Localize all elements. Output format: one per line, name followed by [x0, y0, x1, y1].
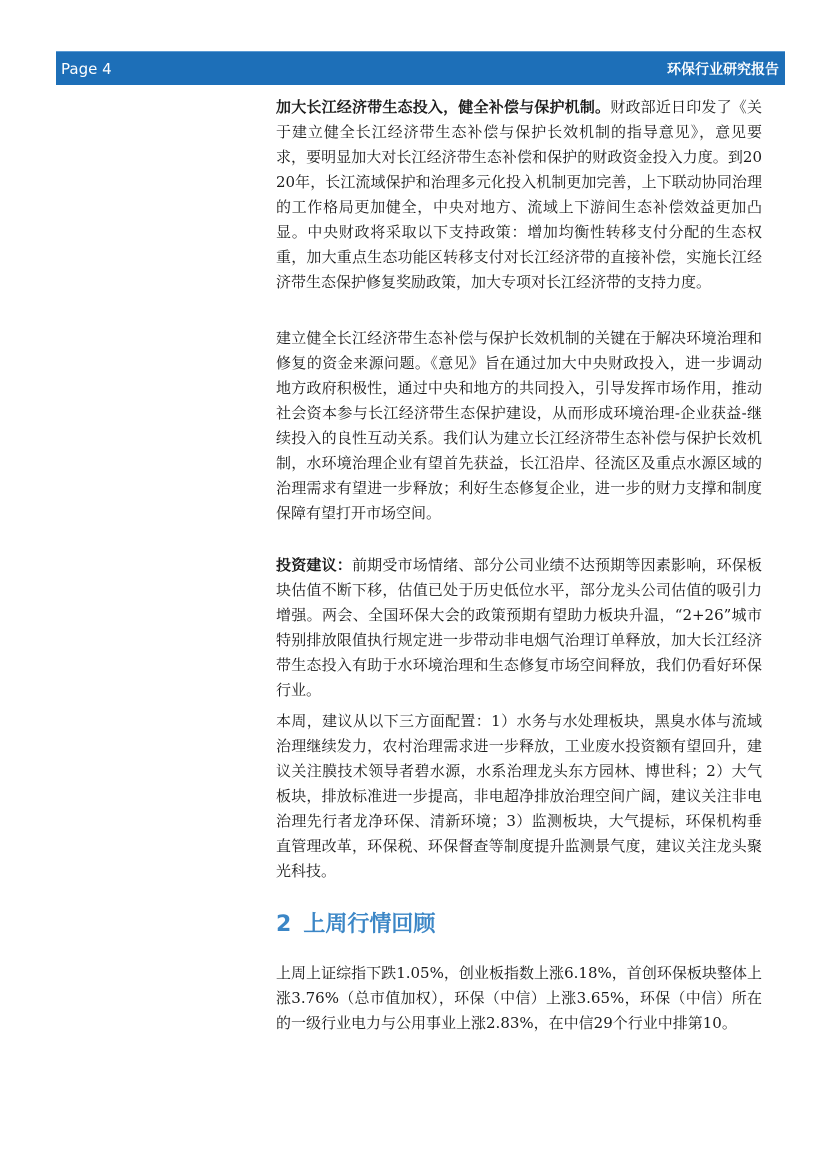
- paragraph-text: 前期受市场情绪、部分公司业绩不达预期等因素影响，环保板块估值不断下移，估值已处于历史低位水平，部分龙头公司估值的吸引力增强。两会、全国环保大会的政策预期有望助力板块升温，“2+26”城市特别排放限值执行规定进一步带动非电烟气治理订单释放，加大长江经济带生态投入有助于水环境治理和生态修复市场空间释放，我们仍看好环保行业。: [276, 556, 762, 699]
- paragraph-lead-bold: 加大长江经济带生态投入，健全补偿与保护机制。: [276, 98, 611, 116]
- paragraph-yangtze-investment: [276, 95, 762, 295]
- paragraph-weekly-allocation: 本周，建议从以下三方面配置：1）水务与水处理板块，黑臭水体与流域治理继续发力，农村治理需求进一步释放，工业废水投资额有望回升，建议关注膜技术领导者碧水源，水系治理龙头东方园林、博世科；2）大气板块，排放标准进一步提高，非电超净排放治理空间广阔，建议关注非电治理先行者龙净环保、清新环境；3）监测板块，大气提标，环保机构垂直管理改革，环保税、环保督查等制度提升监测景气度，建议关注龙头聚光科技。: [276, 712, 762, 880]
- report-title: 环保行业研究报告: [667, 62, 779, 78]
- section-heading: [276, 907, 435, 938]
- paragraph-compensation-mechanism: 建立健全长江经济带生态补偿与保护长效机制的关键在于解决环境治理和修复的资金来源问题。《意见》旨在通过加大中央财政投入，进一步调动地方政府积极性，通过中央和地方的共同投入，引导发挥市场作用，推动社会资本参与长江经济带生态保护建设，从而形成环境治理-企业获益-继续投入的良性互动关系。我们认为建立长江经济带生态补偿与保护长效机制，水环境治理企业有望首先获益，长江沿岸、径流区及重点水源区域的治理需求有望进一步释放；利好生态修复企业，进一步的财力支撑和制度保障有望打开市场空间。: [276, 329, 762, 522]
- page-header-bar: [56, 51, 785, 85]
- page-number-label: Page 4: [61, 60, 112, 78]
- section-number: 2: [276, 912, 292, 937]
- paragraph-text: 财政部近日印发了《关于建立健全长江经济带生态补偿与保护长效机制的指导意见》，意见要求，要明显加大对长江经济带生态补偿和保护的财政资金投入力度。到2020年，长江流域保护和治理多元化投入机制更加完善，上下联动协同治理的工作格局更加健全，中央对地方、流域上下游间生态补偿效益更加凸显。中央财政将采取以下支持政策：增加均衡性转移支付分配的生态权重，加大重点生态功能区转移支付对长江经济带的直接补偿，实施长江经济带生态保护修复奖励政策，加大专项对长江经济带的支持力度。: [276, 98, 762, 291]
- paragraph-lead-bold: 投资建议：: [276, 556, 352, 574]
- section-title: 上周行情回顾: [303, 912, 436, 937]
- paragraph-market-review: 上周上证综指下跌1.05%，创业板指数上涨6.18%，首创环保板块整体上涨3.76%（总市值加权），环保（中信）上涨3.65%，环保（中信）所在的一级行业电力与公用事业上涨2.83%，在中信29个行业中排第10。: [276, 964, 762, 1032]
- paragraph-investment-advice: [276, 553, 762, 703]
